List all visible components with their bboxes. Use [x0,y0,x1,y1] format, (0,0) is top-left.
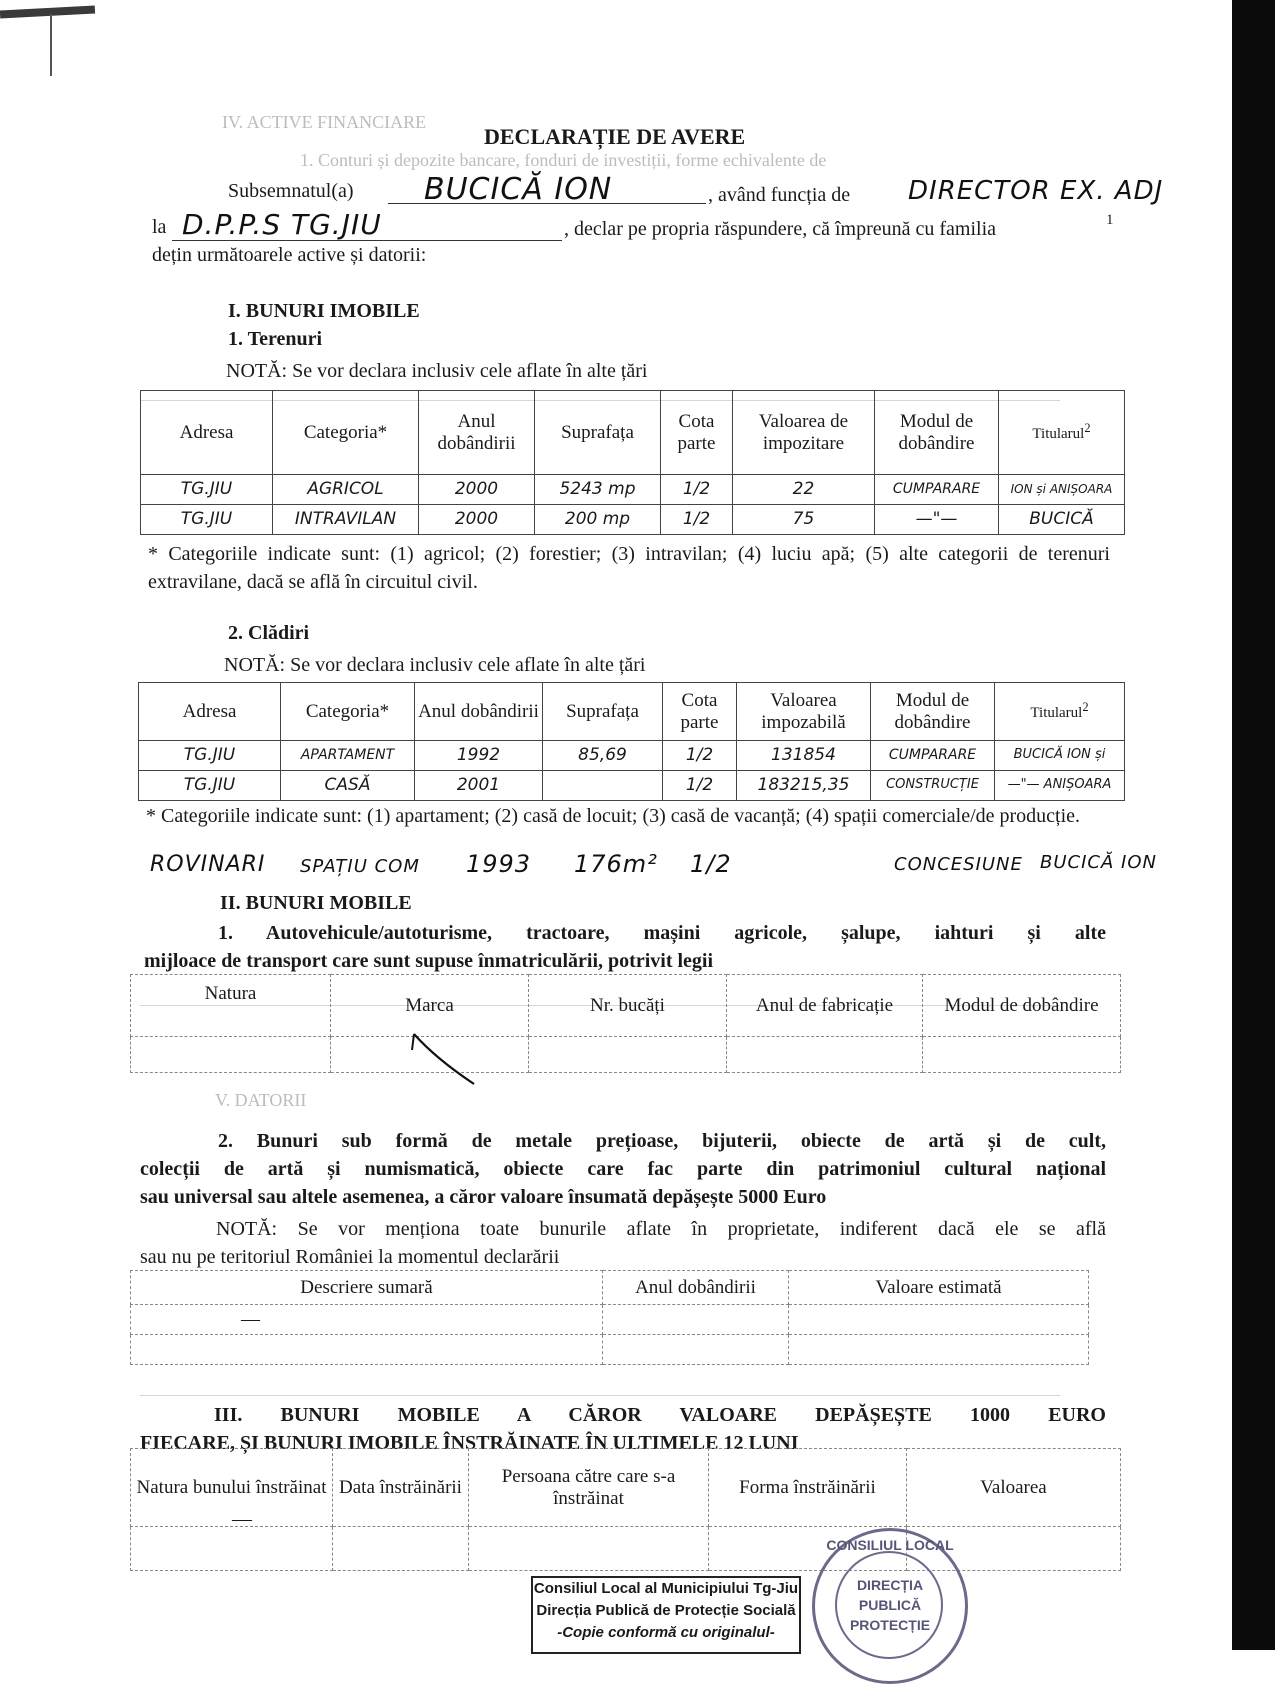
column-header: Anul dobândirii [415,683,543,741]
table-cell: APARTAMENT [281,741,415,771]
column-header: Valoare estimată [789,1271,1089,1305]
metale-note: NOTĂ: Se vor menționa toate bunurile aflate în proprietate, indiferent dacă ele se află [216,1218,1106,1240]
table-cell [923,1037,1121,1073]
terenuri-table [140,390,1125,535]
column-header: Descriere sumară [131,1271,603,1305]
subsemnatul-label: Subsemnatul(a) [228,180,354,202]
table-cell [789,1335,1089,1365]
terenuri-footnote: * Categoriile indicate sunt: (1) agricol; (2) forestier; (3) intravilan; (4) luciu apă; (5) alte categorii de terenuri extravilane, dacă se află în circuitul civil. [148,543,1110,593]
conformity-stamp [531,1576,801,1654]
table-cell: —"— ANIȘOARA [995,771,1125,801]
footnote-mark: 2 [1082,700,1089,715]
metale-heading: colecții de artă și numismatică, obiecte care fac parte din patrimoniul cultural național [140,1158,1106,1180]
table-cell [603,1335,789,1365]
functia-label: , având funcția de [708,184,851,206]
column-header: Forma înstrăinării [709,1449,907,1527]
column-header: Natura [131,975,331,1037]
table-cell [529,1037,727,1073]
column-header: Categoria* [273,391,419,475]
table-cell: 2000 [419,505,535,535]
table-cell: TG.JIU [139,741,281,771]
detin-text: dețin următoarele active și datorii: [152,244,427,266]
table-cell: BUCICĂ [999,505,1125,535]
table-cell [131,1335,603,1365]
column-header: Persoana către care s-a înstrăinat [469,1449,709,1527]
table-cell: 2000 [419,475,535,505]
column-header: Modul de dobândire [871,683,995,741]
auto-table [130,974,1121,1073]
extra-titular: BUCICĂ ION [1040,852,1157,873]
extra-cota: 1/2 [690,850,732,878]
table-cell: 85,69 [543,741,663,771]
seal-text: DIRECȚIA [856,1577,924,1593]
column-header: Suprafața [543,683,663,741]
table-cell: TG.JIU [141,475,273,505]
table-cell: AGRICOL [273,475,419,505]
footnote-mark: 1 [1106,212,1114,228]
footnote-mark: 2 [1084,421,1091,436]
table-cell [333,1527,469,1571]
auto-heading: 1. Autovehicule/autoturisme, tractoare, mașini agricole, șalupe, iahturi și alte [218,922,1106,944]
staple-mark [0,6,95,19]
extra-adresa: ROVINARI [150,852,266,877]
metale-table [130,1270,1089,1365]
table-row [141,505,1125,535]
table-cell: 131854 [737,741,871,771]
scan-edge [1232,0,1275,1650]
table-cell: 200 mp [535,505,661,535]
bleed-through-text: V. DATORII [215,1090,307,1110]
column-header-label: Titularul [1032,426,1085,443]
table-row [131,1335,1089,1365]
table-cell: CASĂ [281,771,415,801]
institutie-value: D.P.P.S TG.JIU [182,208,382,241]
column-header: Cota parte [663,683,737,741]
bleed-through-text: IV. ACTIVE FINANCIARE [222,112,427,132]
table-cell [131,1037,331,1073]
table-cell: BUCICĂ ION și [995,741,1125,771]
table-cell: TG.JIU [141,505,273,535]
bleed-through-text: 1. Conturi și depozite bancare, fonduri de investiții, forme echivalente de [300,150,827,170]
table-cell: INTRAVILAN [273,505,419,535]
extra-categoria: SPAȚIU COM [300,856,420,877]
empty-dash: — [232,1508,252,1530]
table-cell: CUMPARARE [871,741,995,771]
section-2-heading: II. BUNURI MOBILE [220,892,412,914]
table-cell [469,1527,709,1571]
table-row [131,1527,1121,1571]
table-row [141,475,1125,505]
terenuri-note: NOTĂ: Se vor declara inclusiv cele aflate în alte țări [226,360,648,382]
table-cell: 5243 mp [535,475,661,505]
metale-heading: sau universal sau altele asemenea, a căror valoare însumată depășește 5000 Euro [140,1186,827,1208]
table-cell: 1/2 [661,505,733,535]
table-cell: CONSTRUCȚIE [871,771,995,801]
table-cell [727,1037,923,1073]
column-header [995,683,1125,741]
strike-mark [410,1028,480,1088]
cladiri-footnote: * Categoriile indicate sunt: (1) apartament; (2) casă de locuit; (3) casă de vacanță; (4) spații comerciale/de producție. [146,805,1081,827]
extra-mod: CONCESIUNE [894,854,1023,875]
column-header [999,391,1125,475]
column-header: Anul dobândirii [603,1271,789,1305]
table-cell: 22 [733,475,875,505]
table-cell: 1/2 [663,741,737,771]
column-header: Natura bunului înstrăinat [131,1449,333,1527]
column-header: Nr. bucăți [529,975,727,1037]
metale-note: sau nu pe teritoriul României la momentul declarării [140,1246,560,1268]
table-cell: 183215,35 [737,771,871,801]
table-row [131,1305,1089,1335]
table-cell: ION și ANIȘOARA [999,475,1125,505]
column-header: Data înstrăinării [333,1449,469,1527]
seal-text: CONSILIUL LOCAL [826,1537,954,1553]
table-cell: 75 [733,505,875,535]
column-header: Anul de fabricație [727,975,923,1037]
table-row [139,741,1125,771]
table-cell: —"— [875,505,999,535]
stamp-line: -Copie conformă cu originalul- [557,1624,775,1641]
metale-heading: 2. Bunuri sub formă de metale prețioase, bijuterii, obiecte de artă și de cult, [218,1130,1106,1152]
column-header: Marca [331,975,529,1037]
table-cell [131,1527,333,1571]
table-row [131,1037,1121,1073]
official-seal [812,1528,968,1684]
declar-text: , declar pe propria răspundere, că împreună cu familia [564,218,997,240]
table-cell: 1/2 [661,475,733,505]
page-title: DECLARAȚIE DE AVERE [484,124,746,149]
stamp-line: Consiliul Local al Municipiului Tg-Jiu [533,1580,799,1597]
table-cell [543,771,663,801]
terenuri-heading: 1. Terenuri [228,328,323,350]
column-header: Adresa [139,683,281,741]
column-header: Valoarea [907,1449,1121,1527]
column-header: Categoria* [281,683,415,741]
column-header: Suprafața [535,391,661,475]
table-cell: 2001 [415,771,543,801]
cladiri-heading: 2. Clădiri [228,622,310,644]
functia-value: DIRECTOR EX. ADJ [908,176,1164,206]
auto-heading: mijloace de transport care sunt supuse înmatriculării, potrivit legii [144,950,714,972]
table-cell: 1992 [415,741,543,771]
section-1-heading: I. BUNURI IMOBILE [228,300,420,322]
column-header: Valoarea impozabilă [737,683,871,741]
column-header: Modul de dobândire [875,391,999,475]
bleed-through-line [140,1395,1060,1396]
table-cell [131,1305,603,1335]
section-3-heading: FIECARE, ȘI BUNURI IMOBILE ÎNSTRĂINATE ÎN ULTIMELE 12 LUNI [140,1432,799,1454]
column-header: Adresa [141,391,273,475]
instrainate-table [130,1448,1121,1571]
table-cell: CUMPARARE [875,475,999,505]
table-cell: 1/2 [663,771,737,801]
column-header: Modul de dobândire [923,975,1121,1037]
table-cell [789,1305,1089,1335]
stamp-line: Direcția Publică de Protecție Socială [536,1602,796,1619]
declarant-name: BUCICĂ ION [424,172,613,207]
table-cell: TG.JIU [139,771,281,801]
table-cell [603,1305,789,1335]
column-header: Anul dobândirii [419,391,535,475]
seal-text: PUBLICĂ [858,1597,922,1613]
seal-text: PROTECȚIE [849,1617,931,1633]
extra-suprafata: 176m² [574,850,658,878]
section-3-heading: III. BUNURI MOBILE A CĂROR VALOARE DEPĂȘEȘTE 1000 EURO [214,1404,1106,1426]
extra-an: 1993 [466,850,532,878]
column-header-label: Titularul [1030,705,1083,722]
cladiri-note: NOTĂ: Se vor declara inclusiv cele aflate în alte țări [224,654,646,676]
staple-mark [50,14,52,76]
column-header: Valoarea de impozitare [733,391,875,475]
table-row [139,771,1125,801]
la-label: la [152,216,167,238]
column-header: Cota parte [661,391,733,475]
cladiri-table [138,682,1125,801]
empty-dash: — [241,1308,260,1330]
